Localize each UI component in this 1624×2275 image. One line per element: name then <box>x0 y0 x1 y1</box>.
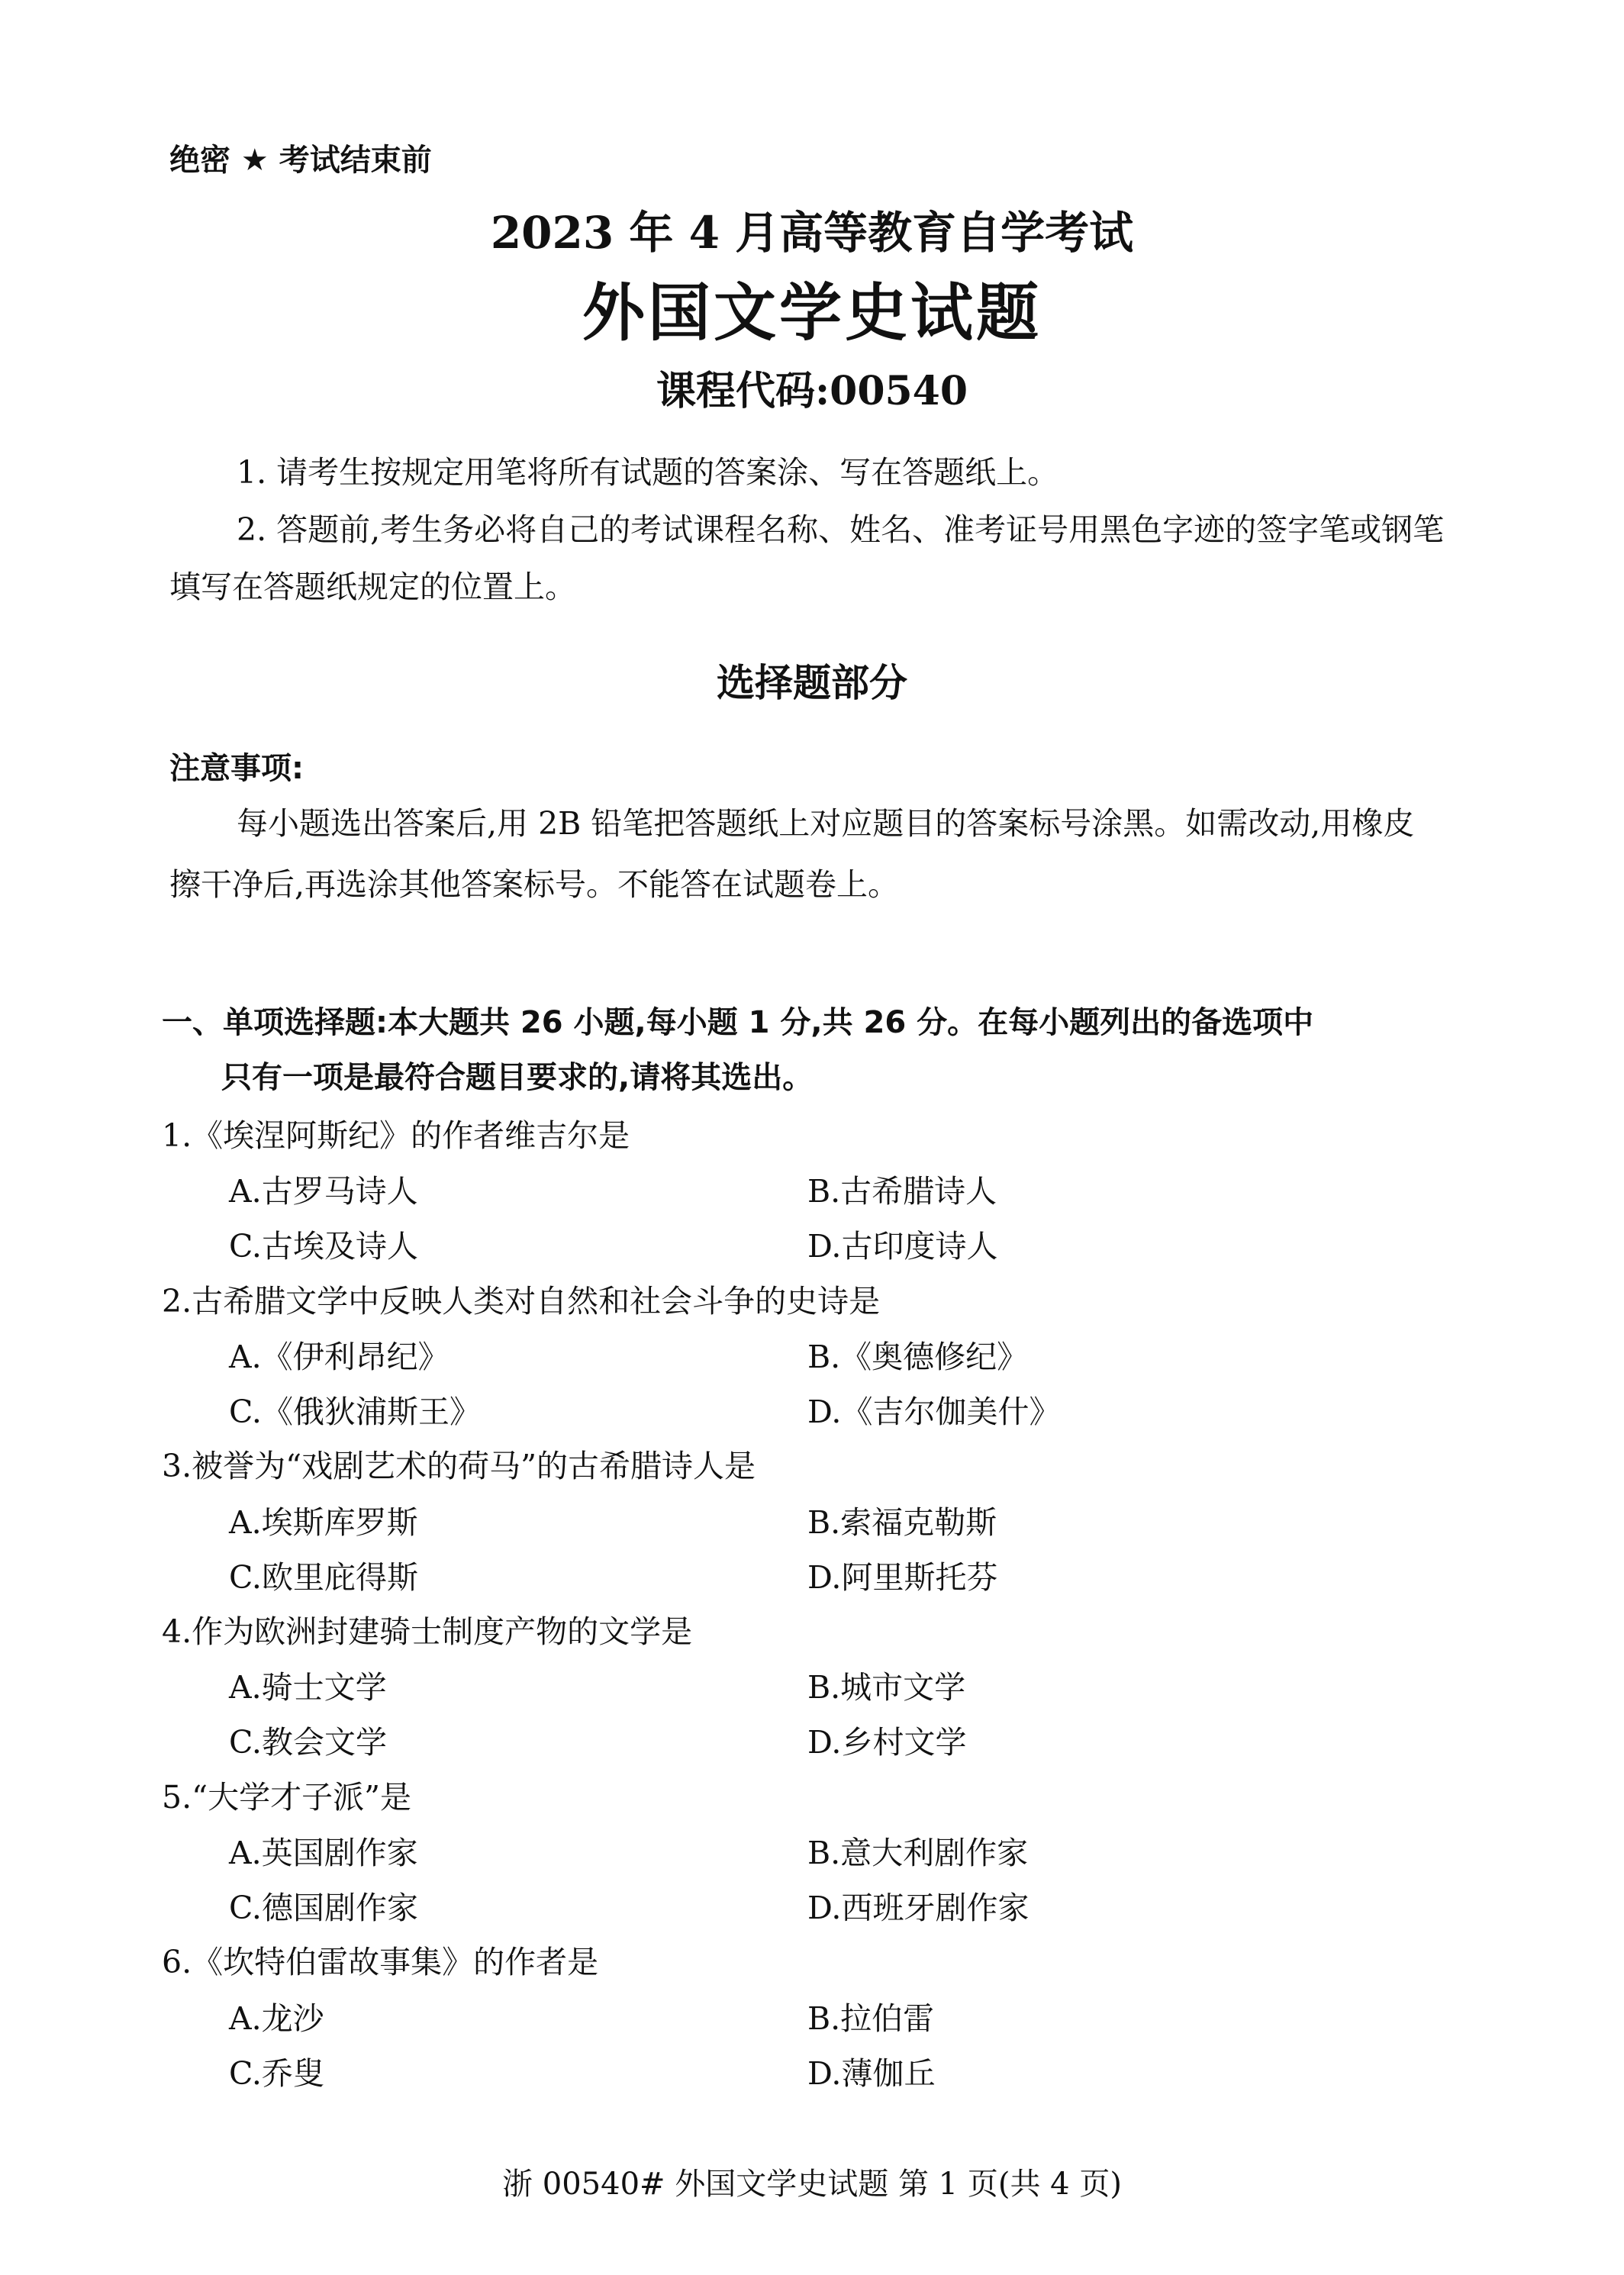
question-stem: 4.作为欧洲封建骑士制度产物的文学是 <box>162 1613 693 1650</box>
section-title: 选择题部分 <box>717 661 907 705</box>
option-d: D.古印度诗人 <box>807 1228 998 1265</box>
option-d: D.薄伽丘 <box>807 2055 936 2092</box>
option-a: A.埃斯库罗斯 <box>229 1504 418 1541</box>
notice-label: 注意事项: <box>169 751 304 786</box>
option-a: A.骑士文学 <box>229 1669 387 1706</box>
option-d: D.《吉尔伽美什》 <box>807 1394 1061 1430</box>
question-stem: 3.被誉为“戏剧艺术的荷马”的古希腊诗人是 <box>162 1448 756 1484</box>
instruction-2-line2: 填写在答题纸规定的位置上。 <box>169 569 576 605</box>
option-c: C.乔叟 <box>229 2055 324 2092</box>
option-a: A.《伊利昂纪》 <box>229 1339 450 1375</box>
question-stem: 5.“大学才子派”是 <box>162 1779 412 1816</box>
part1-heading-line2: 只有一项是最符合题目要求的,请将其选出。 <box>221 1060 814 1095</box>
notice-line2: 擦干净后,再选涂其他答案标号。不能答在试题卷上。 <box>169 866 900 903</box>
secret-label: 绝密 ★ 考试结束前 <box>169 143 432 178</box>
course-code: 课程代码:00540 <box>656 368 968 414</box>
exam-title: 2023 年 4 月高等教育自学考试 <box>490 207 1134 259</box>
question-stem: 6.《坎特伯雷故事集》的作者是 <box>162 1944 599 1980</box>
subject-title: 外国文学史试题 <box>582 276 1042 350</box>
option-c: C.《俄狄浦斯王》 <box>229 1394 481 1430</box>
option-c: C.欧里庇得斯 <box>229 1559 418 1596</box>
option-a: A.英国剧作家 <box>229 1835 418 1871</box>
option-b: B.索福克勒斯 <box>807 1504 997 1541</box>
option-b: B.城市文学 <box>807 1669 966 1706</box>
option-c: C.古埃及诗人 <box>229 1228 418 1265</box>
option-d: D.西班牙剧作家 <box>807 1890 1030 1926</box>
option-b: B.意大利剧作家 <box>807 1835 1029 1871</box>
option-b: B.古希腊诗人 <box>807 1173 997 1210</box>
part1-heading-line1: 一、单项选择题:本大题共 26 小题,每小题 1 分,共 26 分。在每小题列出的备选项中 <box>162 1005 1314 1040</box>
option-c: C.德国剧作家 <box>229 1890 418 1926</box>
option-c: C.教会文学 <box>229 1724 387 1761</box>
page-footer: 浙 00540# 外国文学史试题 第 1 页(共 4 页) <box>502 2167 1122 2202</box>
option-b: B.拉伯雷 <box>807 2000 935 2037</box>
question-stem: 1.《埃涅阿斯纪》的作者维吉尔是 <box>162 1117 630 1154</box>
notice-line1: 每小题选出答案后,用 2B 铅笔把答题纸上对应题目的答案标号涂黑。如需改动,用橡皮 <box>237 805 1415 842</box>
option-d: D.阿里斯托芬 <box>807 1559 998 1596</box>
option-a: A.古罗马诗人 <box>229 1173 418 1210</box>
question-stem: 2.古希腊文学中反映人类对自然和社会斗争的史诗是 <box>162 1283 881 1320</box>
option-a: A.龙沙 <box>229 2000 324 2037</box>
instruction-2-line1: 2. 答题前,考生务必将自己的考试课程名称、姓名、准考证号用黑色字迹的签字笔或钢笔 <box>237 511 1445 548</box>
option-d: D.乡村文学 <box>807 1724 967 1761</box>
instruction-1: 1. 请考生按规定用笔将所有试题的答案涂、写在答题纸上。 <box>237 454 1059 491</box>
option-b: B.《奥德修纪》 <box>807 1339 1029 1375</box>
